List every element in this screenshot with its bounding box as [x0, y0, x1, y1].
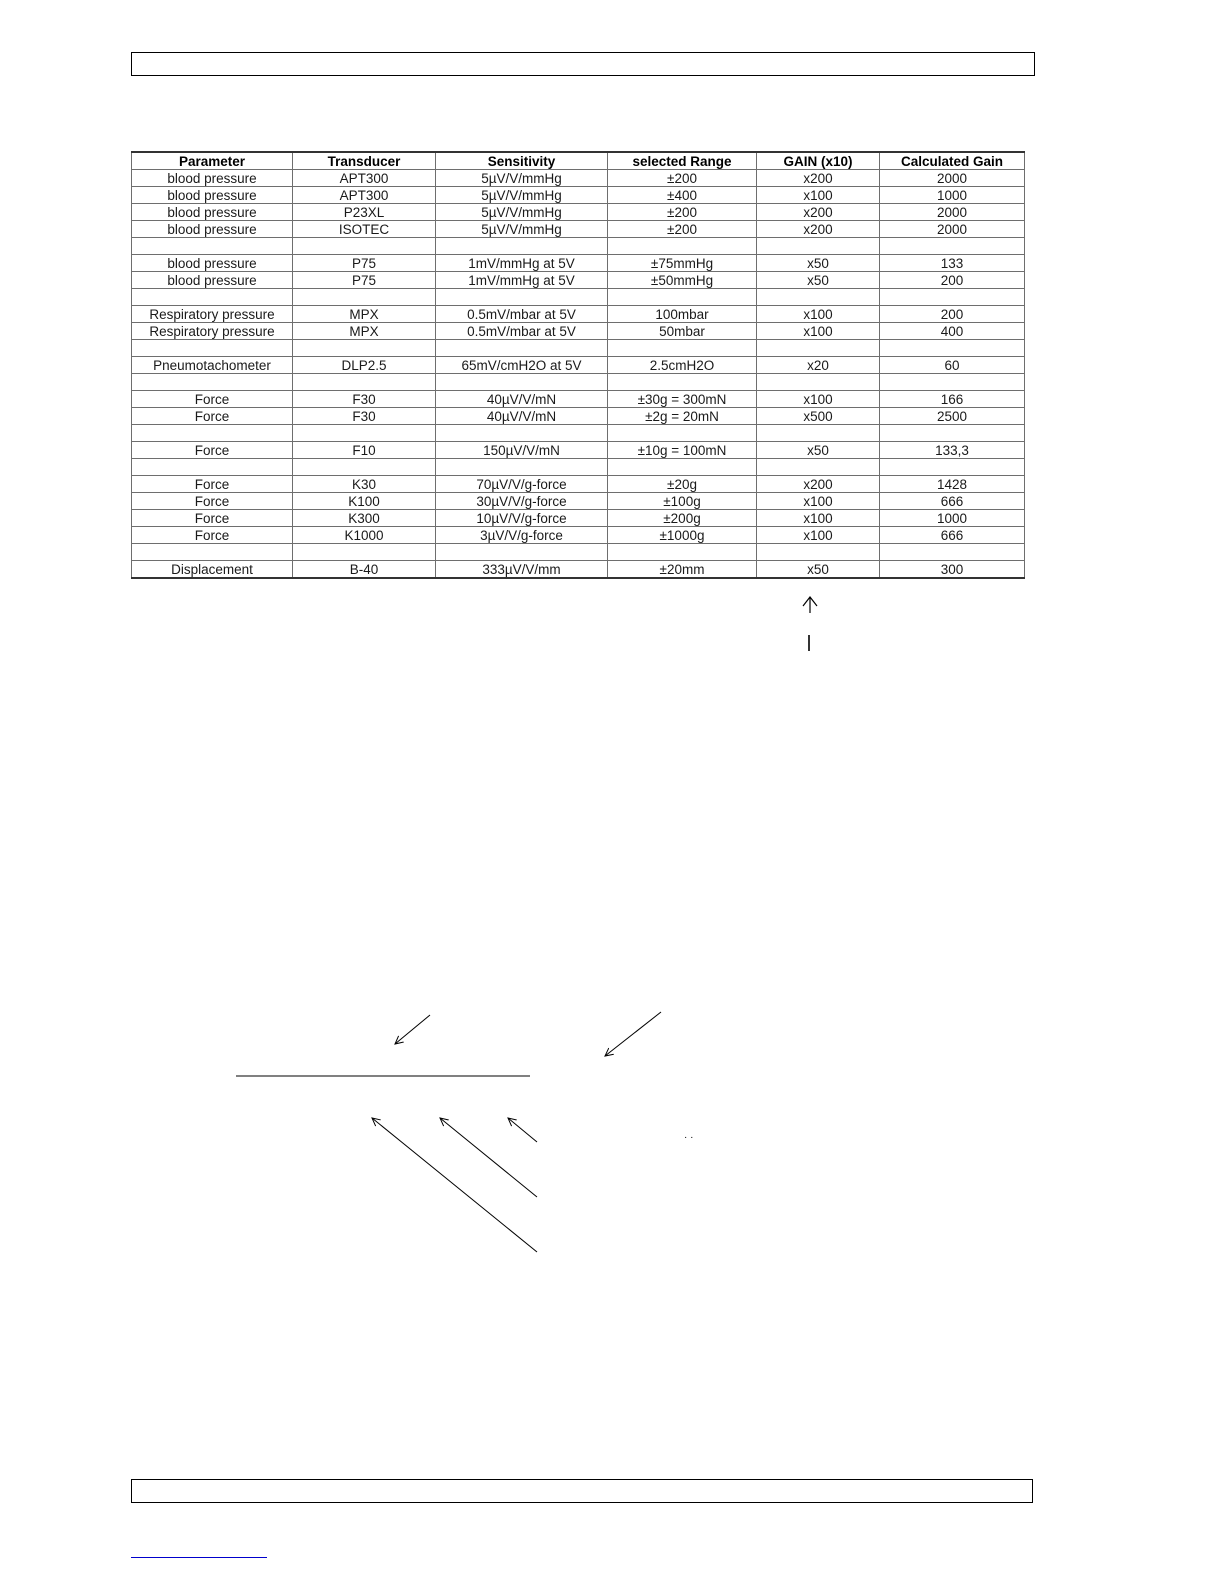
table-cell [436, 425, 608, 442]
table-cell: 2000 [880, 204, 1025, 221]
denominator-arrow-2 [440, 1118, 537, 1197]
table-cell [757, 238, 880, 255]
table-cell: 300 [880, 561, 1025, 579]
table-spacer-row [132, 374, 1025, 391]
table-cell: ±10g = 100mN [608, 442, 757, 459]
table-cell [436, 289, 608, 306]
gain-table [131, 151, 1025, 579]
table-cell: ±75mmHg [608, 255, 757, 272]
table-cell: ±200 [608, 170, 757, 187]
table-cell [757, 374, 880, 391]
table-cell: ±50mmHg [608, 272, 757, 289]
table-cell: x100 [757, 527, 880, 544]
table-spacer-row [132, 289, 1025, 306]
table-cell [293, 425, 436, 442]
table-cell: Pneumotachometer [132, 357, 293, 374]
table-row [132, 408, 1025, 425]
table-spacer-row [132, 425, 1025, 442]
table-row [132, 255, 1025, 272]
column-header: Sensitivity [436, 152, 608, 170]
table-cell: ±200g [608, 510, 757, 527]
table-cell: Force [132, 493, 293, 510]
table-cell: Respiratory pressure [132, 306, 293, 323]
table-cell [880, 544, 1025, 561]
denominator-arrow-1 [508, 1118, 537, 1142]
table-cell: ±2g = 20mN [608, 408, 757, 425]
table-cell: blood pressure [132, 187, 293, 204]
table-row [132, 357, 1025, 374]
table-cell: Force [132, 442, 293, 459]
table-row [132, 204, 1025, 221]
table-cell: F30 [293, 408, 436, 425]
table-cell: 200 [880, 306, 1025, 323]
table-cell [880, 425, 1025, 442]
table-cell [608, 459, 757, 476]
table-cell: 2000 [880, 170, 1025, 187]
table-cell: Force [132, 408, 293, 425]
table-cell: 150µV/V/mN [436, 442, 608, 459]
numerator-arrow-right [605, 1012, 661, 1056]
table-cell: 1mV/mmHg at 5V [436, 272, 608, 289]
table-cell: F10 [293, 442, 436, 459]
annotation-fragment: · · [684, 1132, 694, 1143]
table-cell: 60 [880, 357, 1025, 374]
table-cell: B-40 [293, 561, 436, 579]
table-cell [293, 289, 436, 306]
table-cell: APT300 [293, 187, 436, 204]
table-row [132, 561, 1025, 579]
table-cell: 1mV/mmHg at 5V [436, 255, 608, 272]
table-cell: x50 [757, 442, 880, 459]
table-cell: ±1000g [608, 527, 757, 544]
table-cell: 666 [880, 493, 1025, 510]
table-cell: 1000 [880, 510, 1025, 527]
column-header: GAIN (x10) [757, 152, 880, 170]
table-cell: ±200 [608, 221, 757, 238]
table-cell [880, 289, 1025, 306]
table-cell: Force [132, 391, 293, 408]
table-cell: 2000 [880, 221, 1025, 238]
table-cell: 166 [880, 391, 1025, 408]
table-cell: K100 [293, 493, 436, 510]
table-cell: 2500 [880, 408, 1025, 425]
gain-column-up-arrow [803, 597, 817, 613]
table-cell: blood pressure [132, 204, 293, 221]
table-cell [880, 340, 1025, 357]
page-footer-box [131, 1479, 1033, 1503]
table-cell: 2.5cmH2O [608, 357, 757, 374]
table-cell [436, 459, 608, 476]
table-spacer-row [132, 340, 1025, 357]
table-cell: 666 [880, 527, 1025, 544]
table-cell: x500 [757, 408, 880, 425]
table-cell: K300 [293, 510, 436, 527]
table-cell [608, 544, 757, 561]
table-cell: DLP2.5 [293, 357, 436, 374]
table-cell [880, 459, 1025, 476]
table-cell: blood pressure [132, 170, 293, 187]
table-cell: MPX [293, 306, 436, 323]
table-row [132, 306, 1025, 323]
table-cell: 40µV/V/mN [436, 391, 608, 408]
table-cell [608, 340, 757, 357]
table-cell: 133 [880, 255, 1025, 272]
table-cell: x50 [757, 255, 880, 272]
table-cell: Force [132, 476, 293, 493]
table-cell [132, 425, 293, 442]
table-cell: K30 [293, 476, 436, 493]
table-cell: x100 [757, 493, 880, 510]
table-cell [132, 374, 293, 391]
table-spacer-row [132, 544, 1025, 561]
table-cell: x200 [757, 170, 880, 187]
table-row [132, 391, 1025, 408]
table-cell [757, 289, 880, 306]
table-cell: ±100g [608, 493, 757, 510]
table-cell: 50mbar [608, 323, 757, 340]
table-cell [880, 374, 1025, 391]
table-cell: 5µV/V/mmHg [436, 170, 608, 187]
table-cell: Respiratory pressure [132, 323, 293, 340]
table-cell: P75 [293, 255, 436, 272]
table-cell [757, 459, 880, 476]
table-cell: blood pressure [132, 255, 293, 272]
table-spacer-row [132, 459, 1025, 476]
table-cell: ±200 [608, 204, 757, 221]
table-cell: x100 [757, 187, 880, 204]
table-cell: ±20mm [608, 561, 757, 579]
table-cell [132, 289, 293, 306]
table-cell: 40µV/V/mN [436, 408, 608, 425]
table-cell: 3µV/V/g-force [436, 527, 608, 544]
table-cell [757, 340, 880, 357]
table-cell: P75 [293, 272, 436, 289]
table-cell: 10µV/V/g-force [436, 510, 608, 527]
table-body [132, 170, 1025, 579]
column-header: Transducer [293, 152, 436, 170]
denominator-arrow-3 [372, 1118, 537, 1252]
table-cell [293, 340, 436, 357]
table-row [132, 221, 1025, 238]
table-row [132, 323, 1025, 340]
column-header: selected Range [608, 152, 757, 170]
table-cell [293, 238, 436, 255]
table-cell: MPX [293, 323, 436, 340]
table-cell: 5µV/V/mmHg [436, 221, 608, 238]
table-cell [132, 544, 293, 561]
table-row [132, 510, 1025, 527]
footnote-separator [131, 1557, 267, 1558]
column-header: Calculated Gain [880, 152, 1025, 170]
table-cell [608, 425, 757, 442]
table-cell: F30 [293, 391, 436, 408]
table-cell [293, 459, 436, 476]
table-cell: 65mV/cmH2O at 5V [436, 357, 608, 374]
table-cell: 1428 [880, 476, 1025, 493]
table-cell: P23XL [293, 204, 436, 221]
table-row [132, 476, 1025, 493]
table-cell: 200 [880, 272, 1025, 289]
numerator-arrow-left [395, 1015, 430, 1044]
table-cell: x100 [757, 306, 880, 323]
table-row [132, 272, 1025, 289]
table-cell [436, 340, 608, 357]
table-cell: x200 [757, 476, 880, 493]
table-cell: x100 [757, 391, 880, 408]
table-cell [436, 238, 608, 255]
table-cell: x100 [757, 323, 880, 340]
table-cell: 30µV/V/g-force [436, 493, 608, 510]
table-cell: blood pressure [132, 272, 293, 289]
table-row [132, 493, 1025, 510]
table-cell [132, 238, 293, 255]
table-cell: 400 [880, 323, 1025, 340]
table-cell [608, 238, 757, 255]
table-cell [757, 425, 880, 442]
table-cell: 333µV/V/mm [436, 561, 608, 579]
table-cell: x20 [757, 357, 880, 374]
table-cell: K1000 [293, 527, 436, 544]
table-cell [880, 238, 1025, 255]
table-cell: ISOTEC [293, 221, 436, 238]
table-cell [293, 374, 436, 391]
table-cell: x200 [757, 221, 880, 238]
table-cell [293, 544, 436, 561]
table-cell [608, 289, 757, 306]
table-row [132, 442, 1025, 459]
table-cell: Force [132, 527, 293, 544]
table-cell: APT300 [293, 170, 436, 187]
table-row [132, 187, 1025, 204]
table-cell: 70µV/V/g-force [436, 476, 608, 493]
table-cell: 0.5mV/mbar at 5V [436, 323, 608, 340]
table-row [132, 170, 1025, 187]
table-header-row [132, 152, 1025, 170]
table-cell: 0.5mV/mbar at 5V [436, 306, 608, 323]
table-cell: x50 [757, 272, 880, 289]
table-cell: 1000 [880, 187, 1025, 204]
table-cell: 100mbar [608, 306, 757, 323]
table-cell: x50 [757, 561, 880, 579]
table-cell [132, 340, 293, 357]
table-cell: x200 [757, 204, 880, 221]
table-cell: Displacement [132, 561, 293, 579]
table-cell: ±20g [608, 476, 757, 493]
table-cell: ±400 [608, 187, 757, 204]
table-cell [757, 544, 880, 561]
table-cell [132, 459, 293, 476]
table-cell [608, 374, 757, 391]
table-row [132, 527, 1025, 544]
table-cell: 133,3 [880, 442, 1025, 459]
table-cell: 5µV/V/mmHg [436, 204, 608, 221]
table-cell: x100 [757, 510, 880, 527]
table-cell: 5µV/V/mmHg [436, 187, 608, 204]
table-cell: blood pressure [132, 221, 293, 238]
column-header: Parameter [132, 152, 293, 170]
table-cell: Force [132, 510, 293, 527]
page-header-box [131, 52, 1035, 76]
table-spacer-row [132, 238, 1025, 255]
table-cell [436, 374, 608, 391]
table-cell: ±30g = 300mN [608, 391, 757, 408]
table-cell [436, 544, 608, 561]
